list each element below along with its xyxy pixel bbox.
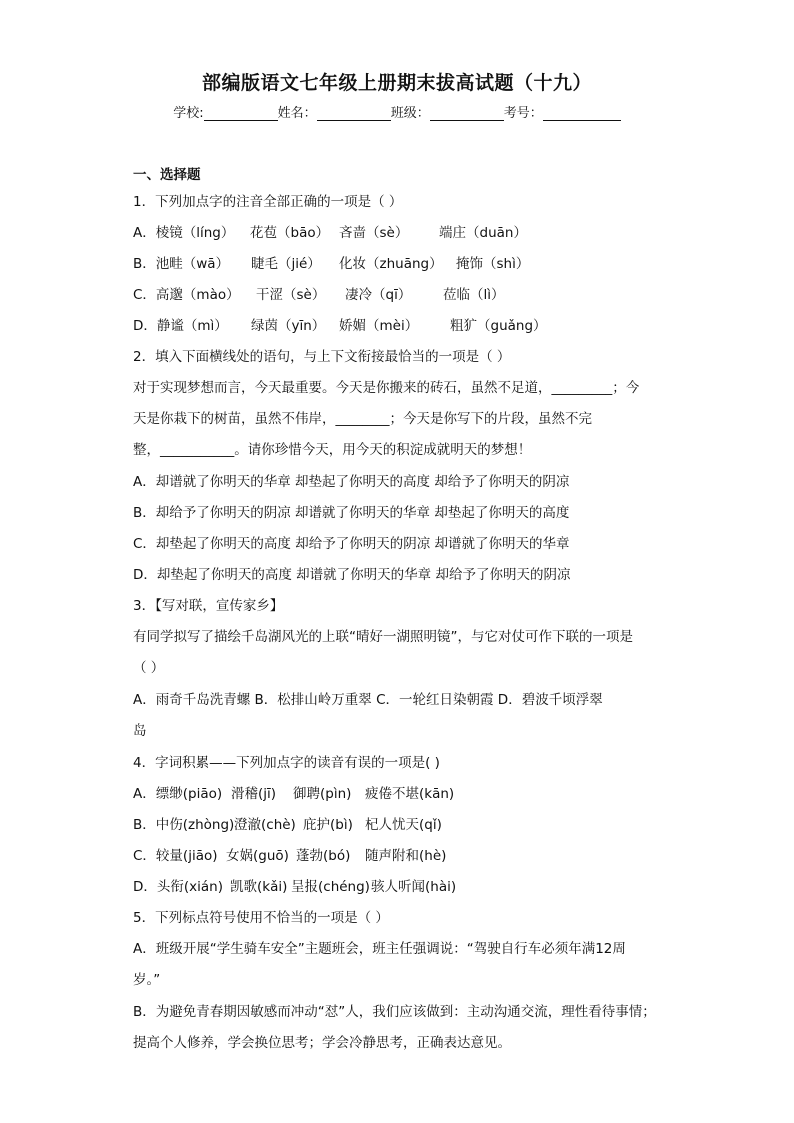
question-4-option-a: A．缥缈(piāo) 滑稽(jī) 御聘(pìn) 疲倦不堪(kān) [133, 786, 455, 802]
question-5-option-a-line-2: 岁。” [133, 972, 161, 988]
question-3-options-wrap: 岛 [133, 723, 147, 739]
school-blank[interactable] [204, 106, 278, 121]
question-2-passage-line-2: 天是你栽下的树苗，虽然不伟岸，________；今天是你写下的片段，虽然不完 [133, 411, 592, 427]
question-2-option-b: B．却给予了你明天的阴凉 却谱就了你明天的华章 却垫起了你明天的高度 [133, 505, 570, 521]
section-heading: 一、选择题 [133, 167, 201, 183]
question-2-passage-line-1: 对于实现梦想而言，今天最重要。今天是你搬来的砖石，虽然不足道，_________；今 [133, 380, 640, 396]
name-label: 姓名： [277, 106, 317, 121]
student-info-row [0, 102, 794, 121]
question-2-stem: 2．填入下面横线处的语句，与上下文衔接最恰当的一项是（ ） [133, 349, 511, 365]
number-label: 考号： [503, 106, 543, 121]
question-5-stem: 5．下列标点符号使用不恰当的一项是（ ） [133, 910, 389, 926]
question-3-text-line-2: （ ） [133, 660, 165, 676]
question-2-option-c: C．却垫起了你明天的高度 却给予了你明天的阴凉 却谱就了你明天的华章 [133, 536, 570, 552]
question-1-option-b: B．池畦（wā） 睫毛（jié） 化妆（zhuāng） 掩饰（shì） [133, 256, 530, 272]
question-1-option-a: A．棱镜（líng） 花苞（bāo） 吝啬（sè） 端庄（duān） [133, 225, 527, 241]
question-3-options: A．雨奇千岛洗青螺 B．松排山岭万重翠 C．一轮红日染朝霞 D．碧波千顷浮翠 [133, 692, 603, 708]
question-5-option-b-line-2: 提高个人修养，学会换位思考；学会冷静思考，正确表达意见。 [133, 1035, 511, 1051]
class-label: 班级： [390, 106, 430, 121]
question-1-stem: 1．下列加点字的注音全部正确的一项是（ ） [133, 194, 403, 210]
page-title: 部编版语文七年级上册期末拔高试题（十九） [201, 72, 592, 94]
question-4-option-b: B．中伤(zhòng)澄澈(chè) 庇护(bì) 杞人忧天(qǐ) [133, 817, 442, 833]
question-2-option-d: D．却垫起了你明天的高度 却谱就了你明天的华章 却给予了你明天的阴凉 [133, 567, 571, 583]
question-5-option-b-line-1: B．为避免青春期因敏感而冲动“怼”人，我们应该做到：主动沟通交流，理性看待事情； [133, 1004, 656, 1020]
question-4-stem: 4．字词积累——下列加点字的读音有误的一项是( ) [133, 755, 440, 771]
question-2-option-a: A．却谱就了你明天的华章 却垫起了你明天的高度 却给予了你明天的阴凉 [133, 474, 570, 490]
question-1-option-d: D．静谧（mì） 绿茵（yīn） 娇媚（mèi） 粗犷（guǎng） [133, 318, 547, 334]
number-blank[interactable] [543, 106, 621, 121]
question-3-stem: 3．【写对联，宣传家乡】 [133, 598, 284, 614]
question-2-passage-line-3: 整，___________。请你珍惜今天，用今天的积淀成就明天的梦想！ [133, 442, 532, 458]
class-blank[interactable] [430, 106, 504, 121]
question-4-option-d: D．头衔(xián) 凯歌(kǎi) 呈报(chéng)骇人听闻(hài) [133, 879, 457, 895]
question-1-option-c: C．高邈（mào） 干涩（sè） 凄冷（qī） 莅临（lì） [133, 287, 505, 303]
question-3-text-line-1: 有同学拟写了描绘千岛湖风光的上联“晴好一湖照明镜”，与它对仗可作下联的一项是 [133, 629, 633, 645]
name-blank[interactable] [317, 106, 391, 121]
school-label: 学校: [173, 106, 204, 121]
question-4-option-c: C．较量(jiāo) 女娲(guō) 蓬勃(bó) 随声附和(hè) [133, 848, 447, 864]
question-5-option-a-line-1: A．班级开展“学生骑车安全”主题班会，班主任强调说：“驾驶自行车必须年满12周 [133, 941, 626, 957]
